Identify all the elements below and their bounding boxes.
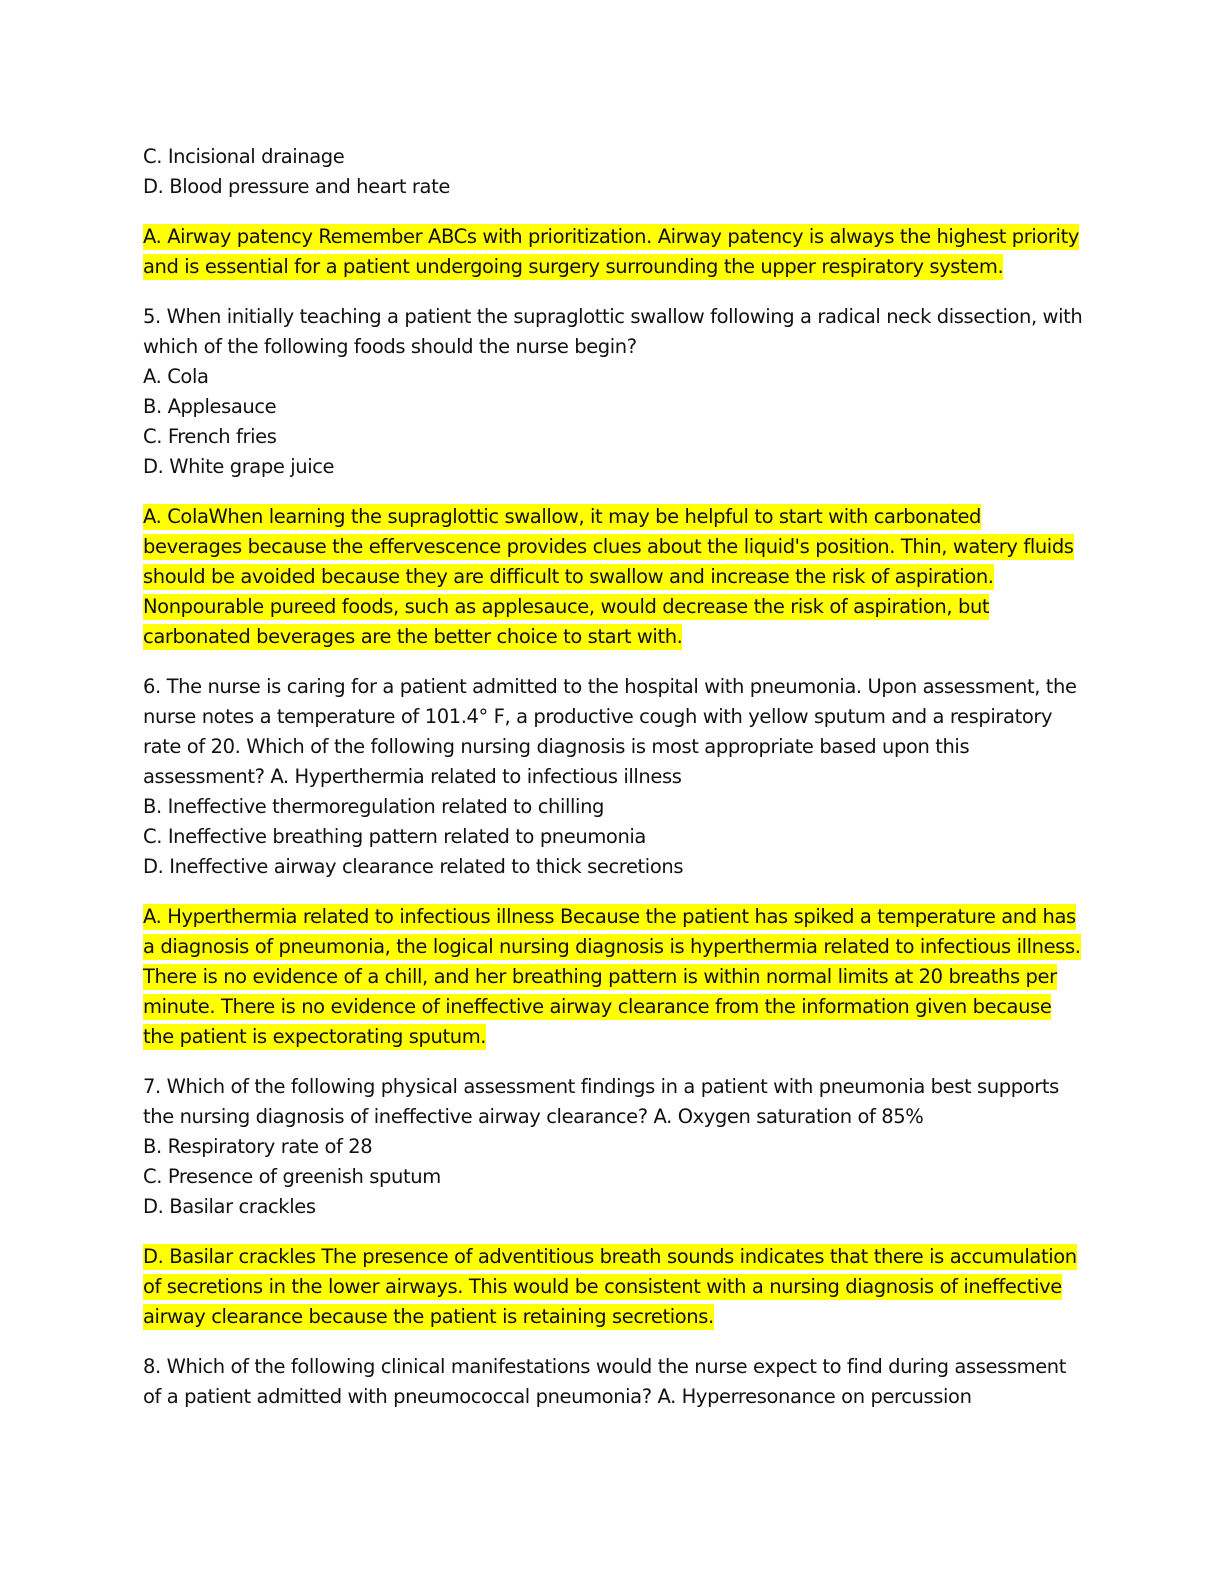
question-6 — [143, 672, 1083, 882]
question-7-stem: 7. Which of the following physical assessment findings in a patient with pneumonia best supports the nursing diagnosis of ineffective airway clearance? A. Oxygen saturation of 85% — [143, 1075, 1065, 1128]
answer-7 — [143, 1242, 1083, 1332]
answer-5-text: A. ColaWhen learning the supraglottic swallow, it may be helpful to start with carbonated beverages because the effervescence provides clues about the liquid's position. Thin, watery fluids should be avoided because they are difficult to swallow and increase the risk of aspiration. Nonpourable pureed foods, such as applesauce, would decrease the risk of aspiration, but carbonated beverages are the better choice to start with. — [143, 505, 1074, 648]
option-d: D. White grape juice — [143, 455, 335, 478]
option-b: B. Respiratory rate of 28 — [143, 1135, 373, 1158]
question-5-stem: 5. When initially teaching a patient the supraglottic swallow following a radical neck dissection, with which of the following foods should the nurse begin? — [143, 305, 1089, 358]
answer-5 — [143, 502, 1083, 652]
answer-4-text: A. Airway patency Remember ABCs with prioritization. Airway patency is always the highest priority and is essential for a patient undergoing surgery surrounding the upper respiratory system. — [143, 225, 1079, 278]
question-6-stem: 6. The nurse is caring for a patient admitted to the hospital with pneumonia. Upon assessment, the nurse notes a temperature of 101.4° F, a productive cough with yellow sputum and a respiratory rate of 20. Which of the following nursing diagnosis is most appropriate based upon this assessment? A. Hyperthermia related to infectious illness — [143, 675, 1083, 788]
option-d: D. Basilar crackles — [143, 1195, 316, 1218]
option-c: C. Incisional drainage — [143, 145, 345, 168]
option-d: D. Ineffective airway clearance related to thick secretions — [143, 855, 684, 878]
question-8 — [143, 1352, 1083, 1412]
option-b: B. Ineffective thermoregulation related to chilling — [143, 795, 605, 818]
document-page — [143, 142, 1089, 1432]
answer-6-text: A. Hyperthermia related to infectious illness Because the patient has spiked a temperature and has a diagnosis of pneumonia, the logical nursing diagnosis is hyperthermia related to infectious illness. There is no evidence of a chill, and her breathing pattern is within normal limits at 20 breaths per minute. There is no evidence of ineffective airway clearance from the information given because the patient is expectorating sputum. — [143, 905, 1081, 1048]
question-7 — [143, 1072, 1083, 1222]
question-5 — [143, 302, 1089, 482]
option-c: C. Presence of greenish sputum — [143, 1165, 441, 1188]
option-c: C. French fries — [143, 425, 277, 448]
option-d: D. Blood pressure and heart rate — [143, 175, 450, 198]
answer-6 — [143, 902, 1083, 1052]
option-a: A. Cola — [143, 365, 209, 388]
option-b: B. Applesauce — [143, 395, 277, 418]
question-4-options — [143, 142, 1083, 202]
answer-7-text: D. Basilar crackles The presence of adventitious breath sounds indicates that there is accumulation of secretions in the lower airways. This would be consistent with a nursing diagnosis of ineffective airway clearance because the patient is retaining secretions. — [143, 1245, 1077, 1328]
option-c: C. Ineffective breathing pattern related to pneumonia — [143, 825, 646, 848]
answer-4 — [143, 222, 1083, 282]
question-8-stem: 8. Which of the following clinical manifestations would the nurse expect to find during assessment of a patient admitted with pneumococcal pneumonia? A. Hyperresonance on percussion — [143, 1355, 1072, 1408]
